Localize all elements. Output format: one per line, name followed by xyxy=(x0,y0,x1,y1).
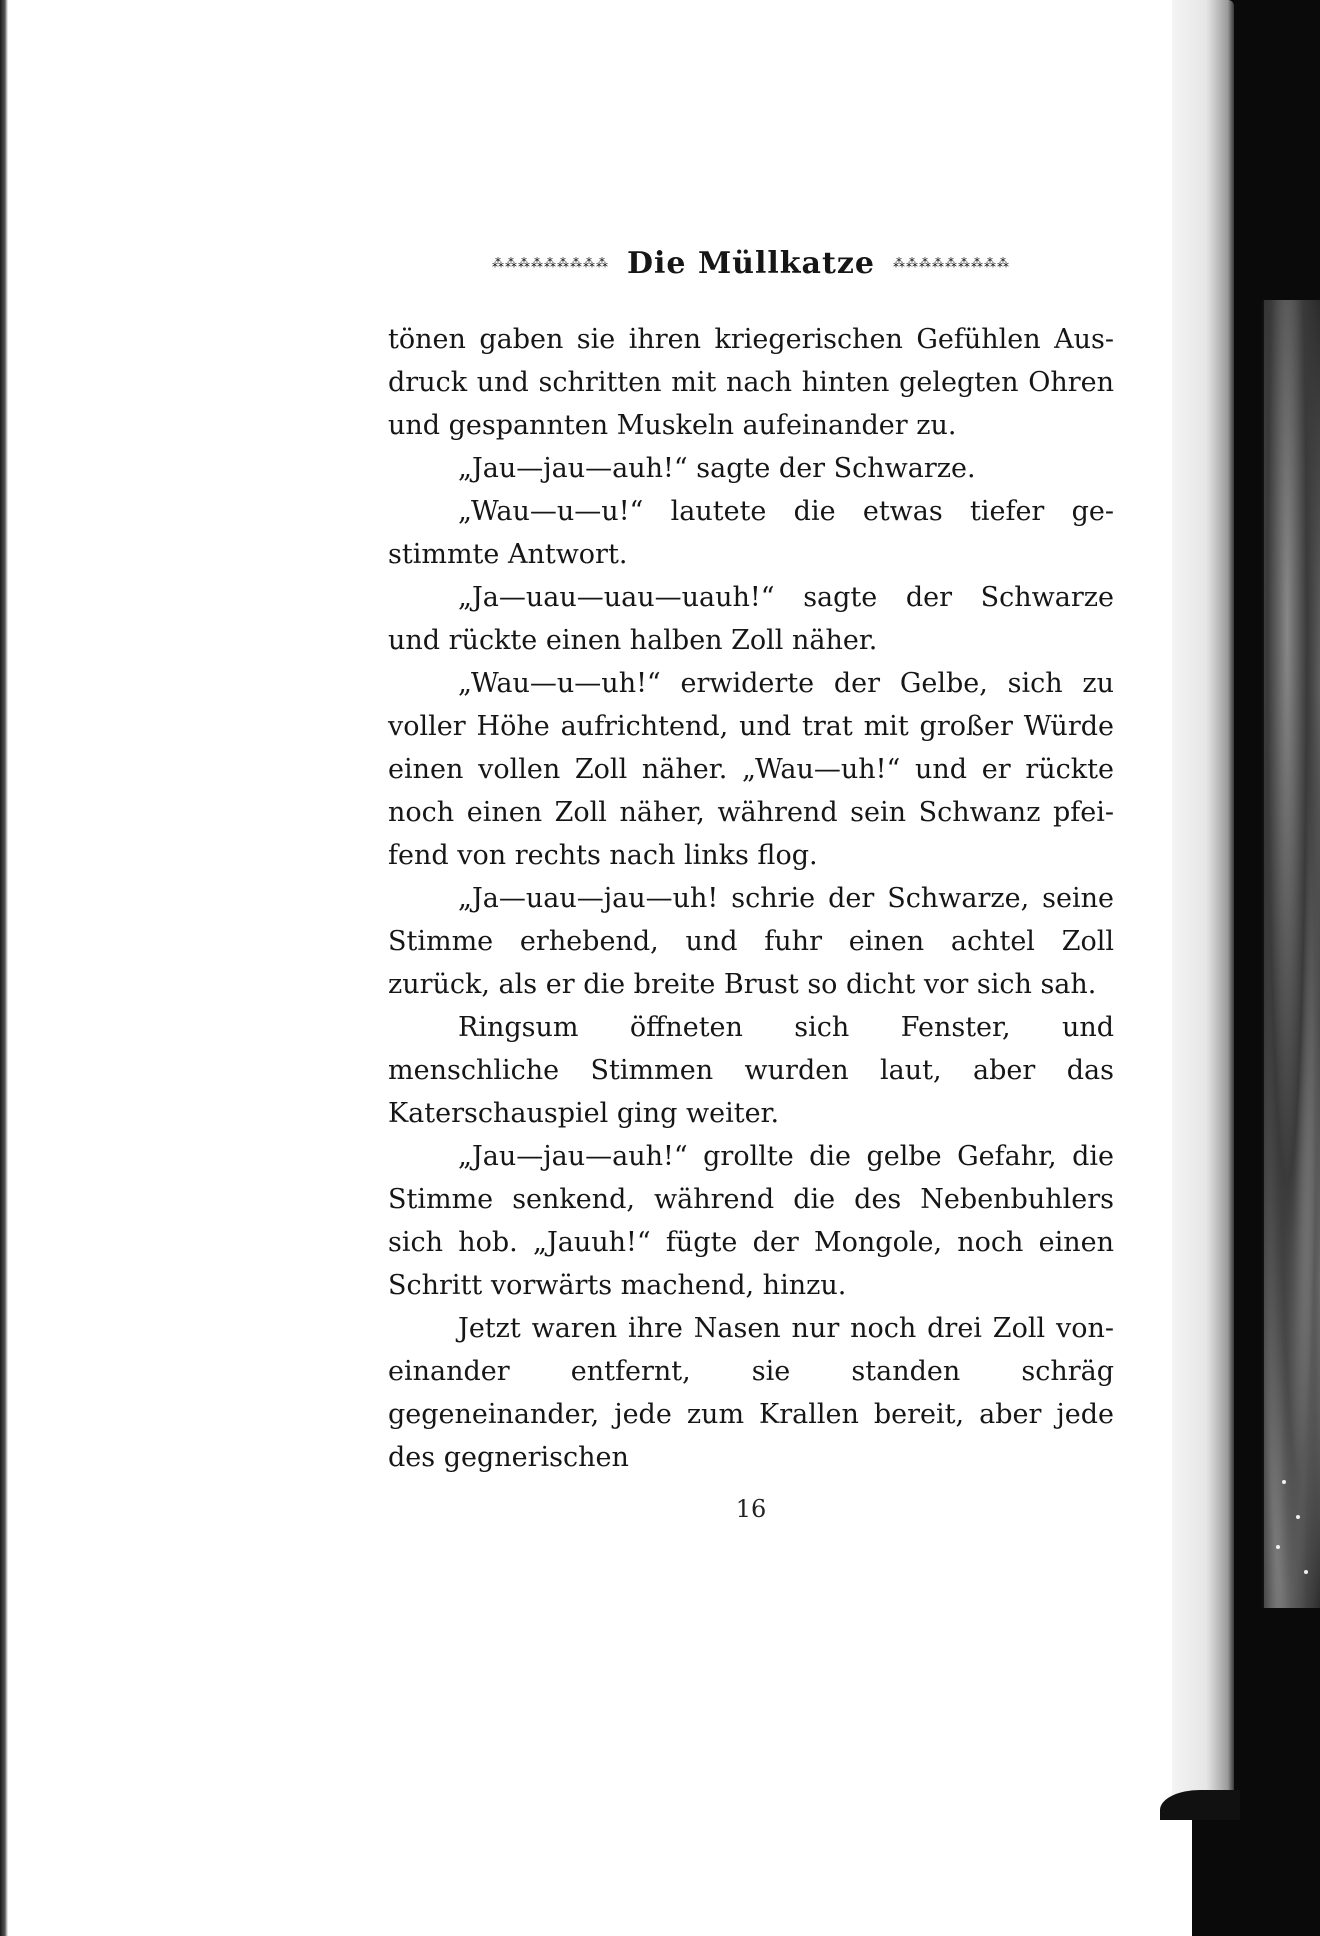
paragraph: „Jau—jau—auh!“ sagte der Schwarze. xyxy=(458,453,976,484)
scan-left-edge xyxy=(0,0,8,1936)
paragraph: tönen gaben sie ihren kriegerischen Gefühlen Aus-druck und schritten mit nach hinten gelegten Ohren und gespannten Muskeln aufeinander zu. xyxy=(388,324,1114,441)
paragraph: „Wau—u—u!“ lautete die etwas tiefer ge-stimmte Antwort. xyxy=(388,496,1114,570)
plate-speck xyxy=(1276,1545,1280,1549)
illustration-plate-edge xyxy=(1262,300,1320,1608)
facing-page-edge xyxy=(1172,0,1234,1806)
paragraph: „Ja—uau—jau—uh! schrie der Schwarze, seine Stimme erhebend, und fuhr einen achtel Zoll zurück, als er die breite Brust so dicht vor sich sah. xyxy=(388,883,1114,1000)
plate-speck xyxy=(1304,1570,1308,1574)
plate-speck xyxy=(1282,1480,1286,1484)
running-head-title: Die Müllkatze xyxy=(627,245,875,281)
running-head xyxy=(388,245,1114,281)
plate-speck xyxy=(1296,1515,1300,1519)
paragraph: Ringsum öffneten sich Fenster, und menschliche Stimmen wurden laut, aber das Katerschauspiel ging weiter. xyxy=(388,1012,1114,1129)
paragraph: „Jau—jau—auh!“ grollte die gelbe Gefahr, die Stimme senkend, während die des Nebenbuhlers sich hob. „Jauuh!“ fügte der Mongole, noch einen Schritt vorwärts machend, hinzu. xyxy=(388,1141,1114,1301)
body-text xyxy=(388,318,1114,1479)
paragraph: „Wau—u—uh!“ erwiderte der Gelbe, sich zu voller Höhe aufrichtend, und trat mit großer Würde einen vollen Zoll näher. „Wau—uh!“ und er rückte noch einen Zoll näher, während sein Schwanz pfei-fend von rechts nach links flog. xyxy=(388,668,1114,871)
text-column xyxy=(388,245,1114,1523)
ornament-right: ⁂⁂⁂⁂⁂⁂⁂⁂⁂ xyxy=(892,256,1010,270)
paragraph: „Ja—uau—uau—uauh!“ sagte der Schwarze und rückte einen halben Zoll näher. xyxy=(388,582,1114,656)
ornament-left: ⁂⁂⁂⁂⁂⁂⁂⁂⁂ xyxy=(492,256,610,270)
page-corner-shadow xyxy=(1160,1790,1240,1820)
page-number: 16 xyxy=(735,1495,767,1523)
paragraph: Jetzt waren ihre Nasen nur noch drei Zoll von-einander entfernt, sie standen schräg gegeneinander, jede zum Krallen bereit, aber jede des gegnerischen xyxy=(388,1313,1114,1473)
